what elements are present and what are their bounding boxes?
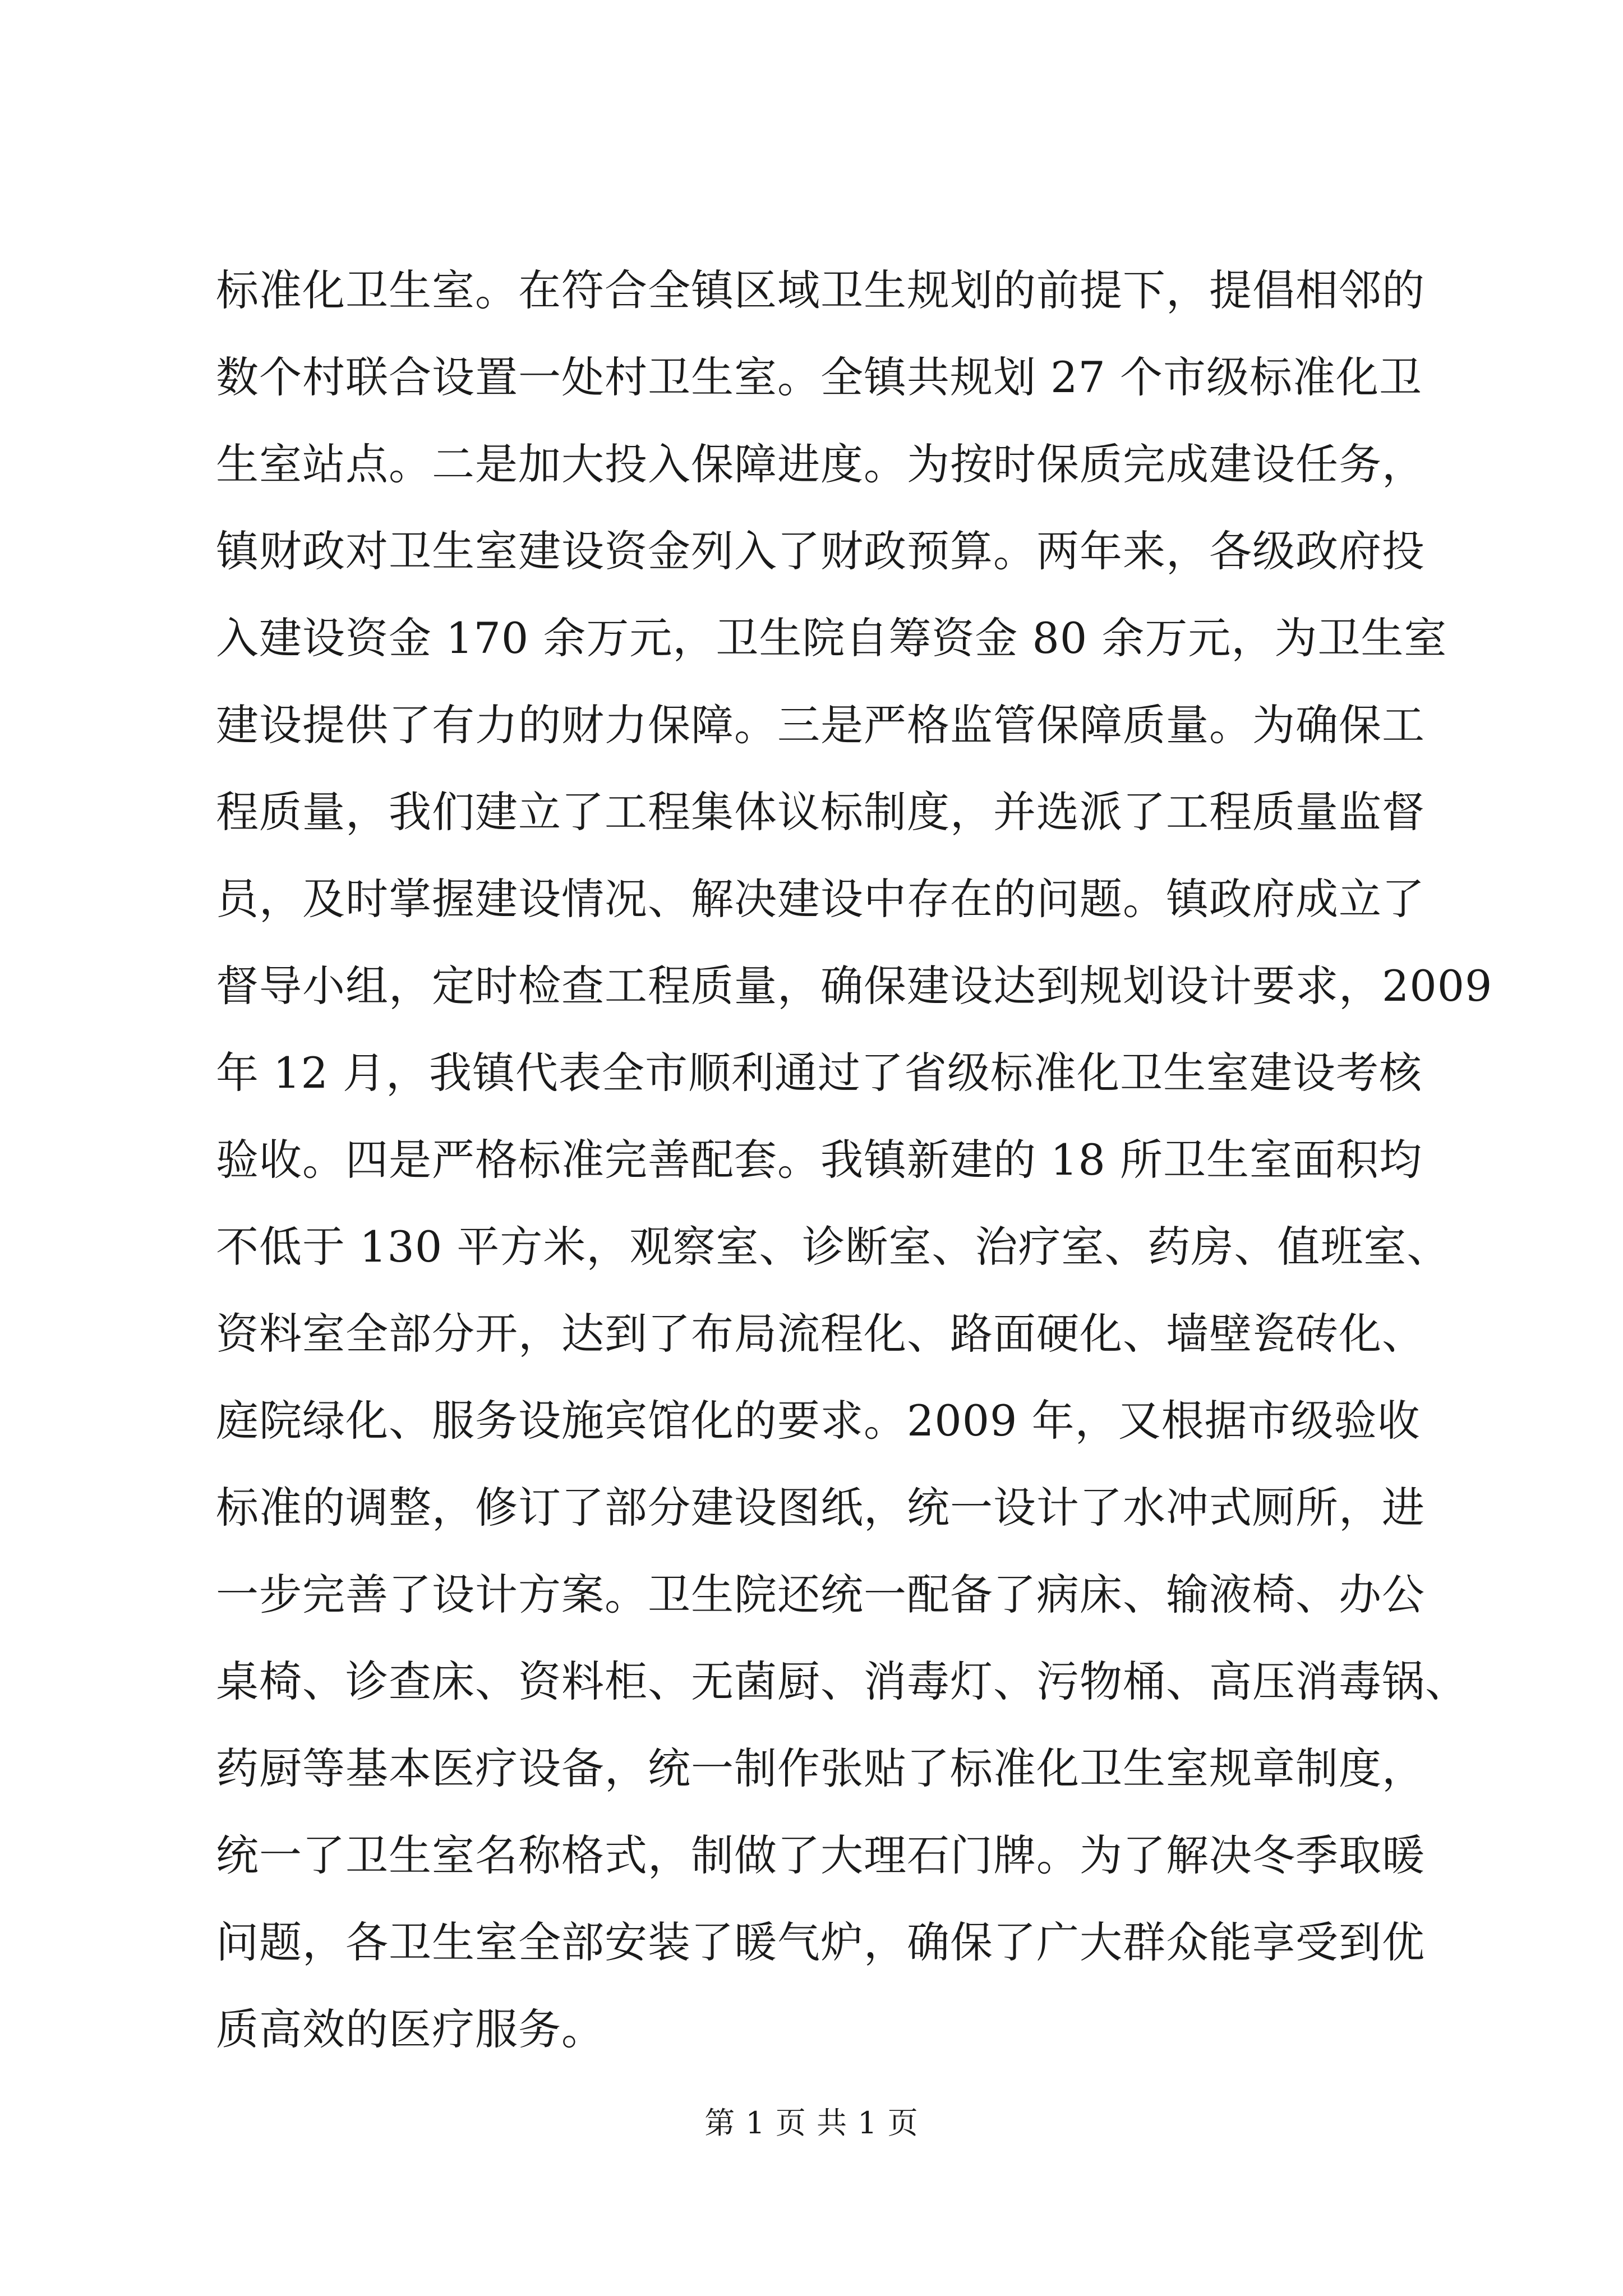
page-footer: 第 1 页 共 1 页 <box>704 2105 919 2141</box>
text-line: 一步完善了设计方案。卫生院还统一配备了病床、输液椅、办公 <box>216 1570 1425 1619</box>
text-line: 标准化卫生室。在符合全镇区域卫生规划的前提下，提倡相邻的 <box>216 265 1425 315</box>
text-line: 年 12 月，我镇代表全市顺利通过了省级标准化卫生室建设考核 <box>216 1048 1423 1098</box>
text-line: 督导小组，定时检查工程质量，确保建设达到规划设计要求，2009 <box>216 961 1493 1011</box>
text-line: 不低于 130 平方米，观察室、诊断室、治疗室、药房、值班室、 <box>216 1222 1450 1272</box>
text-line: 生室站点。二是加大投入保障进度。为按时保质完成建设任务， <box>216 439 1425 489</box>
text-line: 药厨等基本医疗设备，统一制作张贴了标准化卫生室规章制度， <box>216 1743 1425 1793</box>
body-text <box>216 247 1493 2073</box>
text-line: 质高效的医疗服务。 <box>216 2004 605 2054</box>
text-line: 庭院绿化、服务设施宾馆化的要求。2009 年，又根据市级验收 <box>216 1396 1421 1446</box>
text-line: 建设提供了有力的财力保障。三是严格监管保障质量。为确保工 <box>216 700 1425 750</box>
text-line: 员，及时掌握建设情况、解决建设中存在的问题。镇政府成立了 <box>216 874 1425 924</box>
text-line: 数个村联合设置一处村卫生室。全镇共规划 27 个市级标准化卫 <box>216 352 1423 402</box>
text-line: 标准的调整，修订了部分建设图纸，统一设计了水冲式厕所，进 <box>216 1483 1425 1533</box>
text-line: 桌椅、诊查床、资料柜、无菌厨、消毒灯、污物桶、高压消毒锅、 <box>216 1657 1468 1706</box>
text-line: 入建设资金 170 余万元，卫生院自筹资金 80 余万元，为卫生室 <box>216 613 1447 663</box>
text-line: 镇财政对卫生室建设资金列入了财政预算。两年来，各级政府投 <box>216 526 1425 576</box>
text-line: 问题，各卫生室全部安装了暖气炉，确保了广大群众能享受到优 <box>216 1917 1425 1967</box>
text-line: 统一了卫生室名称格式，制做了大理石门牌。为了解决冬季取暖 <box>216 1830 1425 1880</box>
text-line: 程质量，我们建立了工程集体议标制度，并选派了工程质量监督 <box>216 787 1425 837</box>
text-line: 验收。四是严格标准完善配套。我镇新建的 18 所卫生室面积均 <box>216 1135 1423 1185</box>
text-line: 资料室全部分开，达到了布局流程化、路面硬化、墙壁瓷砖化、 <box>216 1309 1425 1359</box>
